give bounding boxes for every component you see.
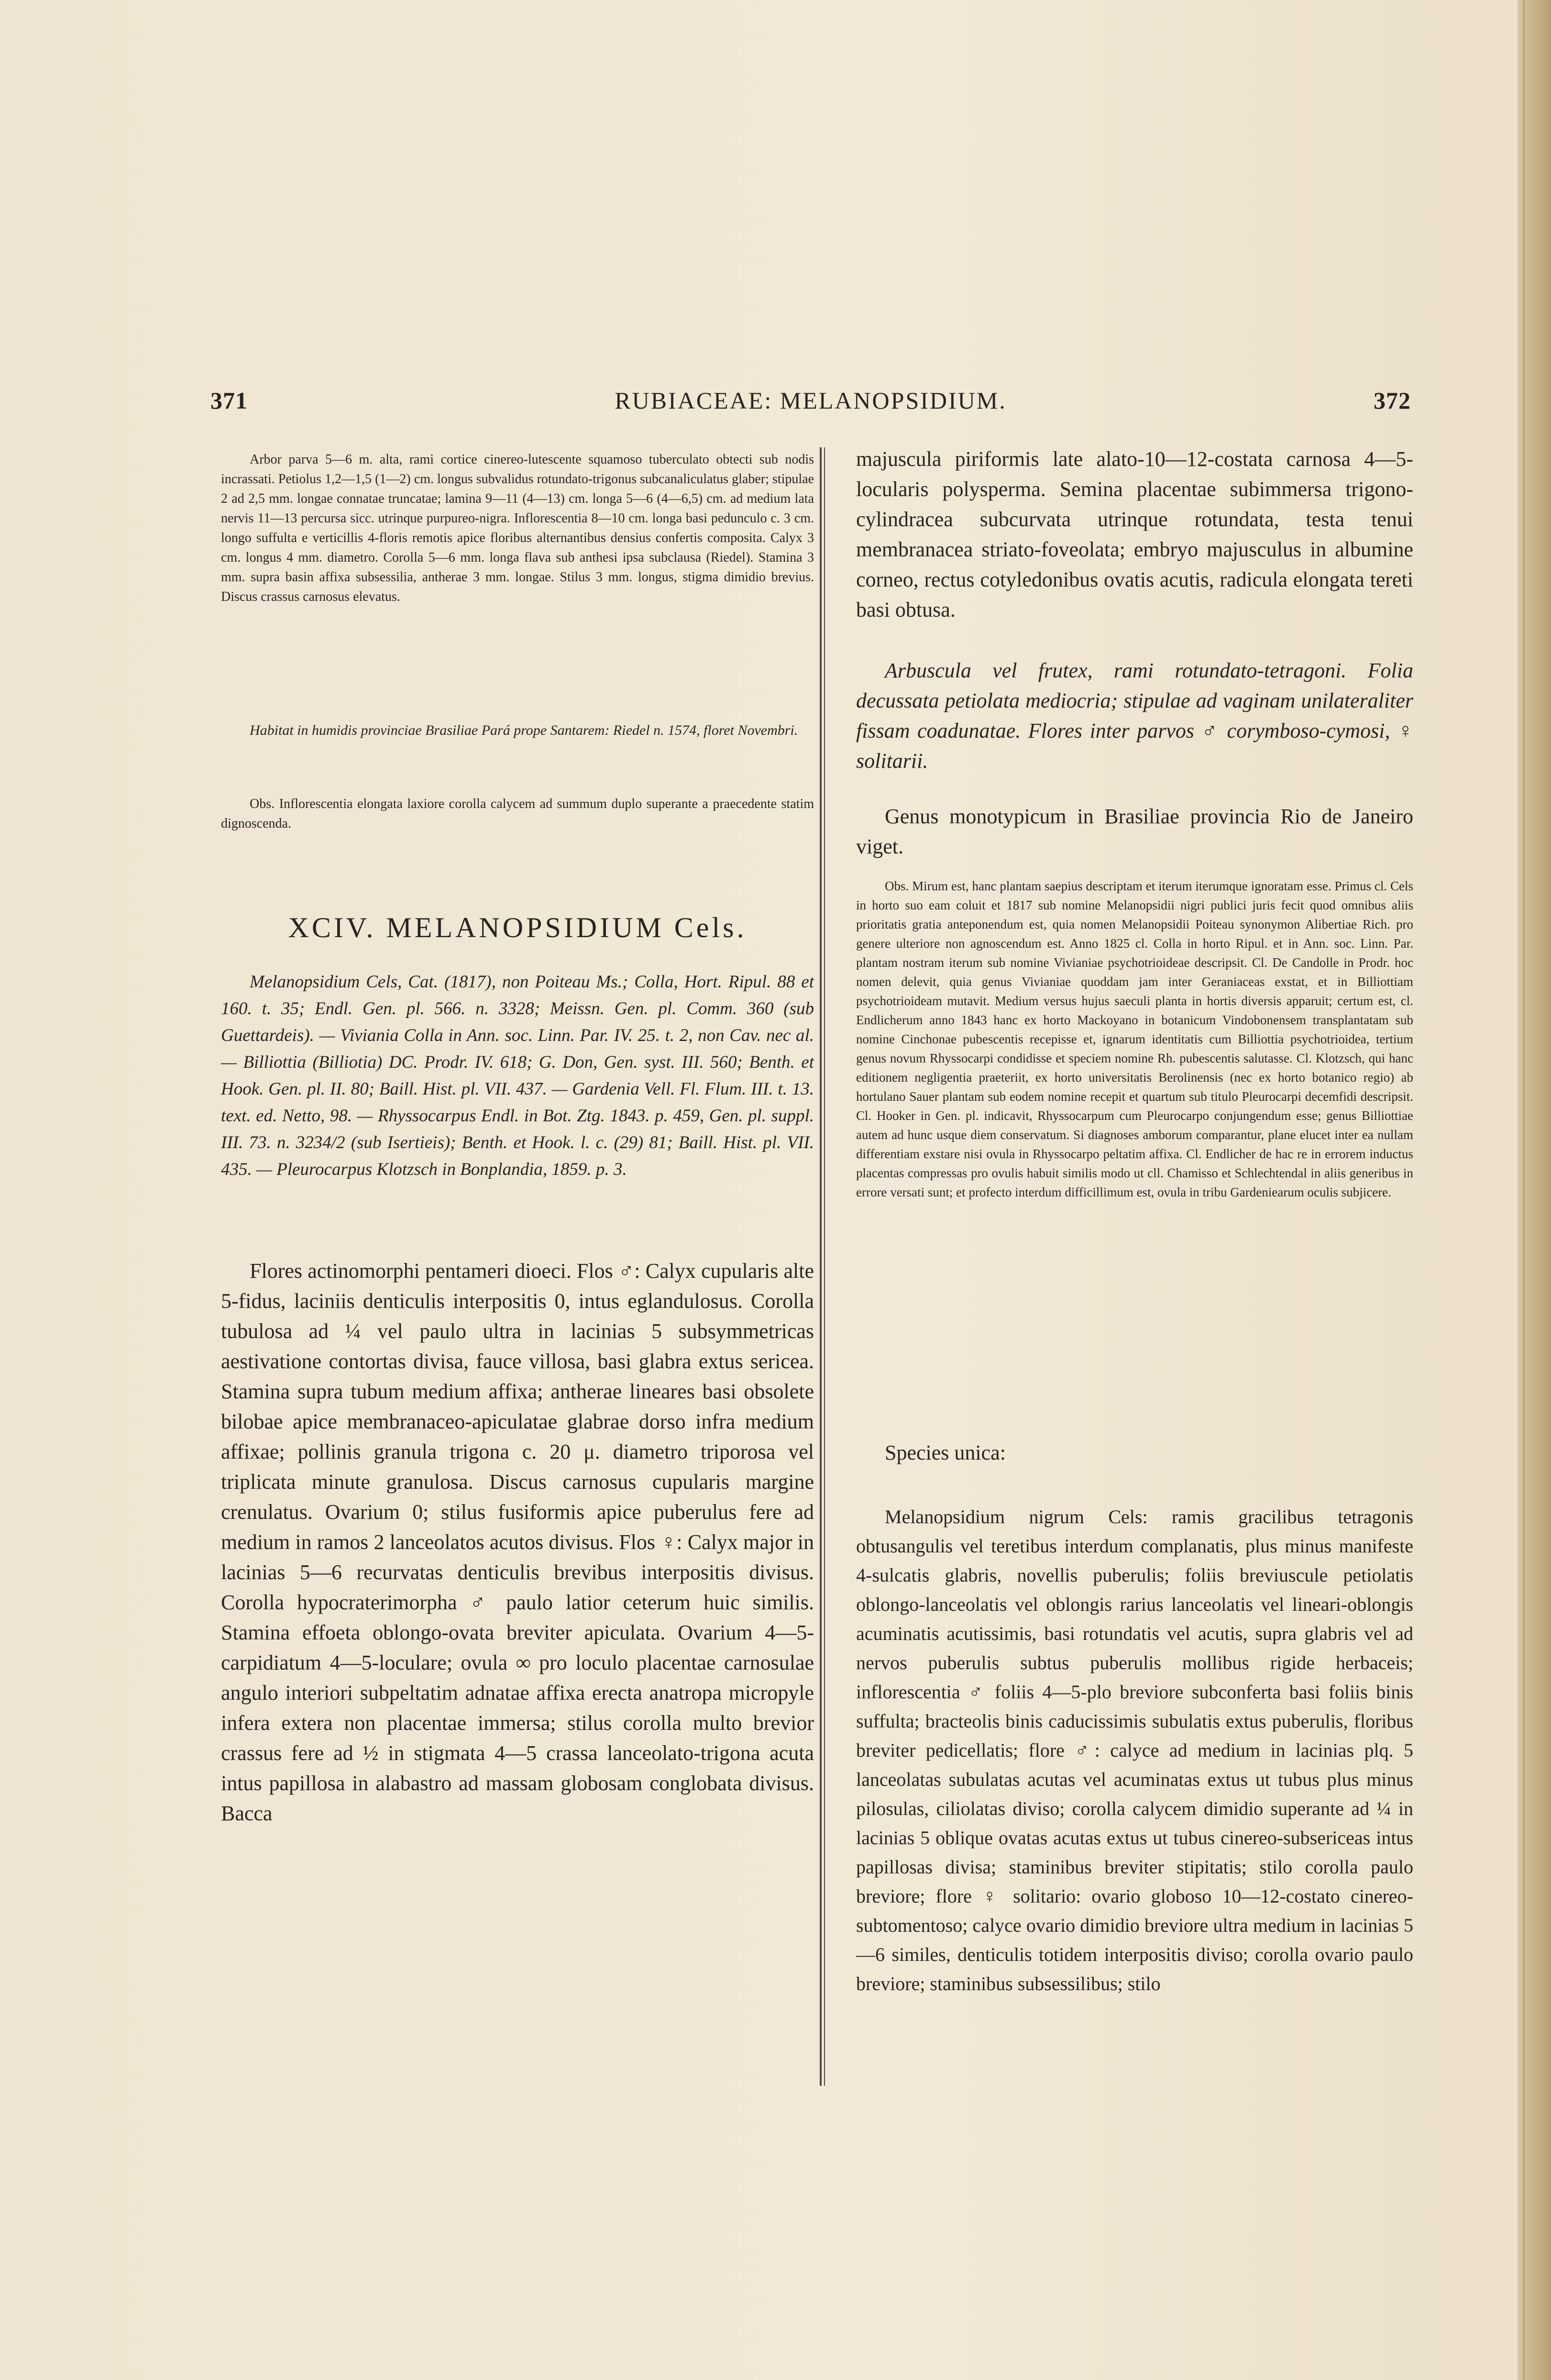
page-number-right: 372 bbox=[1374, 387, 1411, 414]
spine-shadow bbox=[1523, 0, 1525, 2380]
obs-text-right: Obs. Mirum est, hanc plantam saepius descriptam et iterum iterumque ignoratam esse. Primus cl. Cels in horto suo eam coluit et 1817 sub nomine Melanopsidii nigri publici juris fecit quod omnibus aliis prioritatis gratia anteponendum est, quia nomen Melanopsidii Poiteau synonymon Alibertiae Rich. pro genere ulteriore non agnoscendum est. Anno 1825 cl. Colla in horto Ripul. et in Ann. soc. Linn. Par. plantam nostram iterum sub nomine Vivianiae psychotrioideae descripsit. Cl. De Candolle in Prodr. hoc nomen delevit, quia genus Vivianiae quoddam jam inter Geraniaceas exstat, et in Billiottiam psychotrioideam mutavit. Medium versus hujus saeculi planta in hortis diversis apparuit; certum est, cl. Endlicherum anno 1843 hanc ex horto Mackoyano in botanicum Vindobonensem transplantatam sub nomine Cinchonae pubescentis recepisse et, ignarum identitatis cum Billiottia psychotrioidea, tertium genus novum Rhyssocarpi condidisse et speciem nomine Rh. pubescentis salutasse. Cl. Klotzsch, qui hanc editionem negligentia praeteriit, ex horto universitatis Berolinensis (nec ex horto botanico regio) ab hortulano Sauer plantam sub eodem nomine recepit et quartum sub titulo Pleurocarpi decemfidi descripsit. Cl. Hooker in Gen. pl. indicavit, Rhyssocarpum cum Pleurocarpo conjungendum esse; genus Billiottiae autem ad hunc usque diem conservatum. Si diagnoses amborum comparantur, plane elucet inter ea nullam differentiam exstare nisi ovula in Rhyssocarpo peltatim affixa. Cl. Endlicher de hac re in errorem inductus placentas compressas pro ovulis habuit similis modo ut cll. Chamisso et Schlechtendal in aliis generibus in errore versati sunt; et profecto interdum difficillimum est, ovula in tribu Gardeniearum oculis subjicere. bbox=[856, 879, 1413, 1199]
obs-block-right bbox=[856, 876, 1413, 1202]
species-heading: Species unica: bbox=[885, 1441, 1006, 1464]
genus-note: Genus monotypicum in Brasiliae provincia Rio de Janeiro viget. bbox=[856, 805, 1413, 858]
habit-block bbox=[856, 655, 1413, 776]
bacca-continuation: majuscula piriformis late alato-10—12-costata carnosa 4—5-locularis polysperma. Semina placentae subimmersa trigono-cylindracea subcurvata utrinque rotundata, testa tenui membranacea striato-foveolata; embryo majusculus in albumine corneo, rectus cotyledonibus ovatis acutis, radicula elongata tereti basi obtusa. bbox=[856, 447, 1413, 621]
synonymy-block bbox=[221, 969, 814, 1183]
right-column bbox=[856, 444, 1413, 625]
column-divider bbox=[820, 447, 822, 2086]
obs-text-left: Obs. Inflorescentia elongata laxiore corolla calycem ad summum duplo superante a praecedente statim dignoscenda. bbox=[221, 797, 814, 831]
running-title: RUBIACEAE: MELANOPSIDIUM. bbox=[615, 387, 1007, 414]
genus-description: Flores actinomorphi pentameri dioeci. Flos ♂: Calyx cupularis alte 5-fidus, laciniis denticulis interpositis 0, intus eglandulosus. Corolla tubulosa ad ¼ vel paulo ultra in lacinias 5 subsymmetricas aestivatione contortas divisa, fauce villosa, basi glabra extus sericea. Stamina supra tubum medium affixa; antherae lineares basi obsolete bilobae apice membranaceo-apiculatae glabrae dorso infra medium affixae; pollinis granula trigona c. 20 μ. diametro triporosa vel triplicata minute granulosa. Discus carnosus cupularis margine crenulatus. Ovarium 0; stilus fusiformis apice puberulus fere ad medium in ramos 2 lanceolatos acutos divisus. Flos ♀: Calyx major in lacinias 5—6 recurvatas denticulis brevibus interpositis divisus. Corolla hypocraterimorpha ♂ paulo latior ceterum huic similis. Stamina effoeta oblongo-ovata breviter apiculata. Ovarium 4—5-carpidiatum 4—5-loculare; ovula ∞ pro loculo placentae carnosulae angulo interiori subpeltatim adnatae affixa erecta anatropa micropyle infera extera non placentae immersa; stilus corolla multo brevior crassus fere ad ½ in stigmata 4—5 crassa lanceolato-trigona acuta intus papillosa in alabastro ad massam globosam conglobata divisus. Bacca bbox=[221, 1259, 814, 1825]
habitat-block bbox=[221, 720, 814, 741]
species-description-arbor: Arbor parva 5—6 m. alta, rami cortice cinereo-lutescente squamoso tuberculato obtecti sub nodis incrassati. Petiolus 1,2—1,5 (1—2) cm. longus subvalidus rotundato-trigonus subcanaliculatus glaber; stipulae 2 ad 2,5 mm. longae connatae truncatae; lamina 9—11 (4—13) cm. longa 5—6 (4—6,5) cm. ad medium lata nervis 11—13 percursa sicc. utrinque purpureo-nigra. Inflorescentia 8—10 cm. longa basi pedunculo c. 3 cm. longo suffulta e verticillis 4-floris remotis apice floribus alternantibus densius confertis composita. Calyx 3 cm. longus 4 mm. diametro. Corolla 5—6 mm. longa flava sub anthesi ipsa subclausa (Riedel). Stamina 3 mm. supra basin affixa subsessilia, antherae 3 mm. longae. Stilus 3 mm. longus, stigma dimidio brevius. Discus crassus carnosus elevatus. bbox=[221, 452, 814, 604]
genus-title: XCIV. MELANOPSIDIUM Cels. bbox=[288, 912, 747, 943]
species-description-block bbox=[856, 1502, 1413, 1998]
page-number-left: 371 bbox=[210, 387, 248, 414]
left-column bbox=[221, 450, 814, 607]
habit-text: Arbuscula vel frutex, rami rotundato-tetragoni. Folia decussata petiolata mediocria; stipulae ad vaginam unilateraliter fissam coadunatae. Flores inter parvos ♂ corymboso-cymosi, ♀ solitarii. bbox=[856, 659, 1413, 773]
column-divider-thin bbox=[824, 447, 825, 2086]
genus-note-block bbox=[856, 801, 1413, 862]
species-heading-block bbox=[856, 1438, 1413, 1468]
running-header bbox=[210, 387, 1411, 420]
genus-description-block bbox=[221, 1256, 814, 1828]
synonymy-text: Melanopsidium Cels, Cat. (1817), non Poiteau Ms.; Colla, Hort. Ripul. 88 et 160. t. 35; Endl. Gen. pl. 566. n. 3328; Meissn. Gen. pl. Comm. 360 (sub Guettardeis). — Viviania Colla in Ann. soc. Linn. Par. IV. 25. t. 2, non Cav. nec al. — Billiottia (Billiotia) DC. Prodr. IV. 618; G. Don, Gen. syst. III. 560; Benth. et Hook. Gen. pl. II. 80; Baill. Hist. pl. VII. 437. — Gardenia Vell. Fl. Flum. III. t. 13. text. ed. Netto, 98. — Rhyssocarpus Endl. in Bot. Ztg. 1843. p. 459, Gen. pl. suppl. III. 73. n. 3234/2 (sub Isertieis); Benth. et Hook. l. c. (29) 81; Baill. Hist. pl. VII. 435. — Pleurocarpus Klotzsch in Bonplandia, 1859. p. 3. bbox=[221, 972, 814, 1179]
genus-heading-block bbox=[221, 911, 814, 944]
obs-block-left bbox=[221, 794, 814, 833]
species-description: Melanopsidium nigrum Cels: ramis gracilibus tetragonis obtusangulis vel teretibus interdum complanatis, plus minus manifeste 4-sulcatis glabris, novellis puberulis; foliis breviuscule petiolatis oblongo-lanceolatis vel oblongis rarius lanceolatis vel lineari-oblongis acuminatis acutissimis, basi rotundatis vel acutis, supra glabris vel ad nervos puberulis subtus puberulis mollibus rigide herbaceis; inflorescentia ♂ foliis 4—5-plo breviore subconferta basi foliis binis suffulta; bracteolis binis caducissimis subulatis extus puberulis, floribus breviter pedicellatis; flore ♂: calyce ad medium in lacinias plq. 5 lanceolatas subulatas acutas vel acuminatas extus ut tubus plus minus pilosulas, ciliolatas diviso; corolla calycem dimidio superante ad ¼ in lacinias 5 oblique ovatas acutas extus ut tubus cinereo-subsericeas intus papillosas divisa; staminibus breviter stipitatis; stilo corolla paulo breviore; flore ♀ solitario: ovario globoso 10—12-costato cinereo-subtomentoso; calyce ovario dimidio breviore ultra medium in lacinias 5—6 similes, denticulis totidem interpositis diviso; corolla ovario paulo breviore; staminibus subsessilibus; stilo bbox=[856, 1506, 1413, 1994]
habitat-text: Habitat in humidis provinciae Brasiliae Pará prope Santarem: Riedel n. 1574, floret Novembri. bbox=[250, 722, 798, 738]
